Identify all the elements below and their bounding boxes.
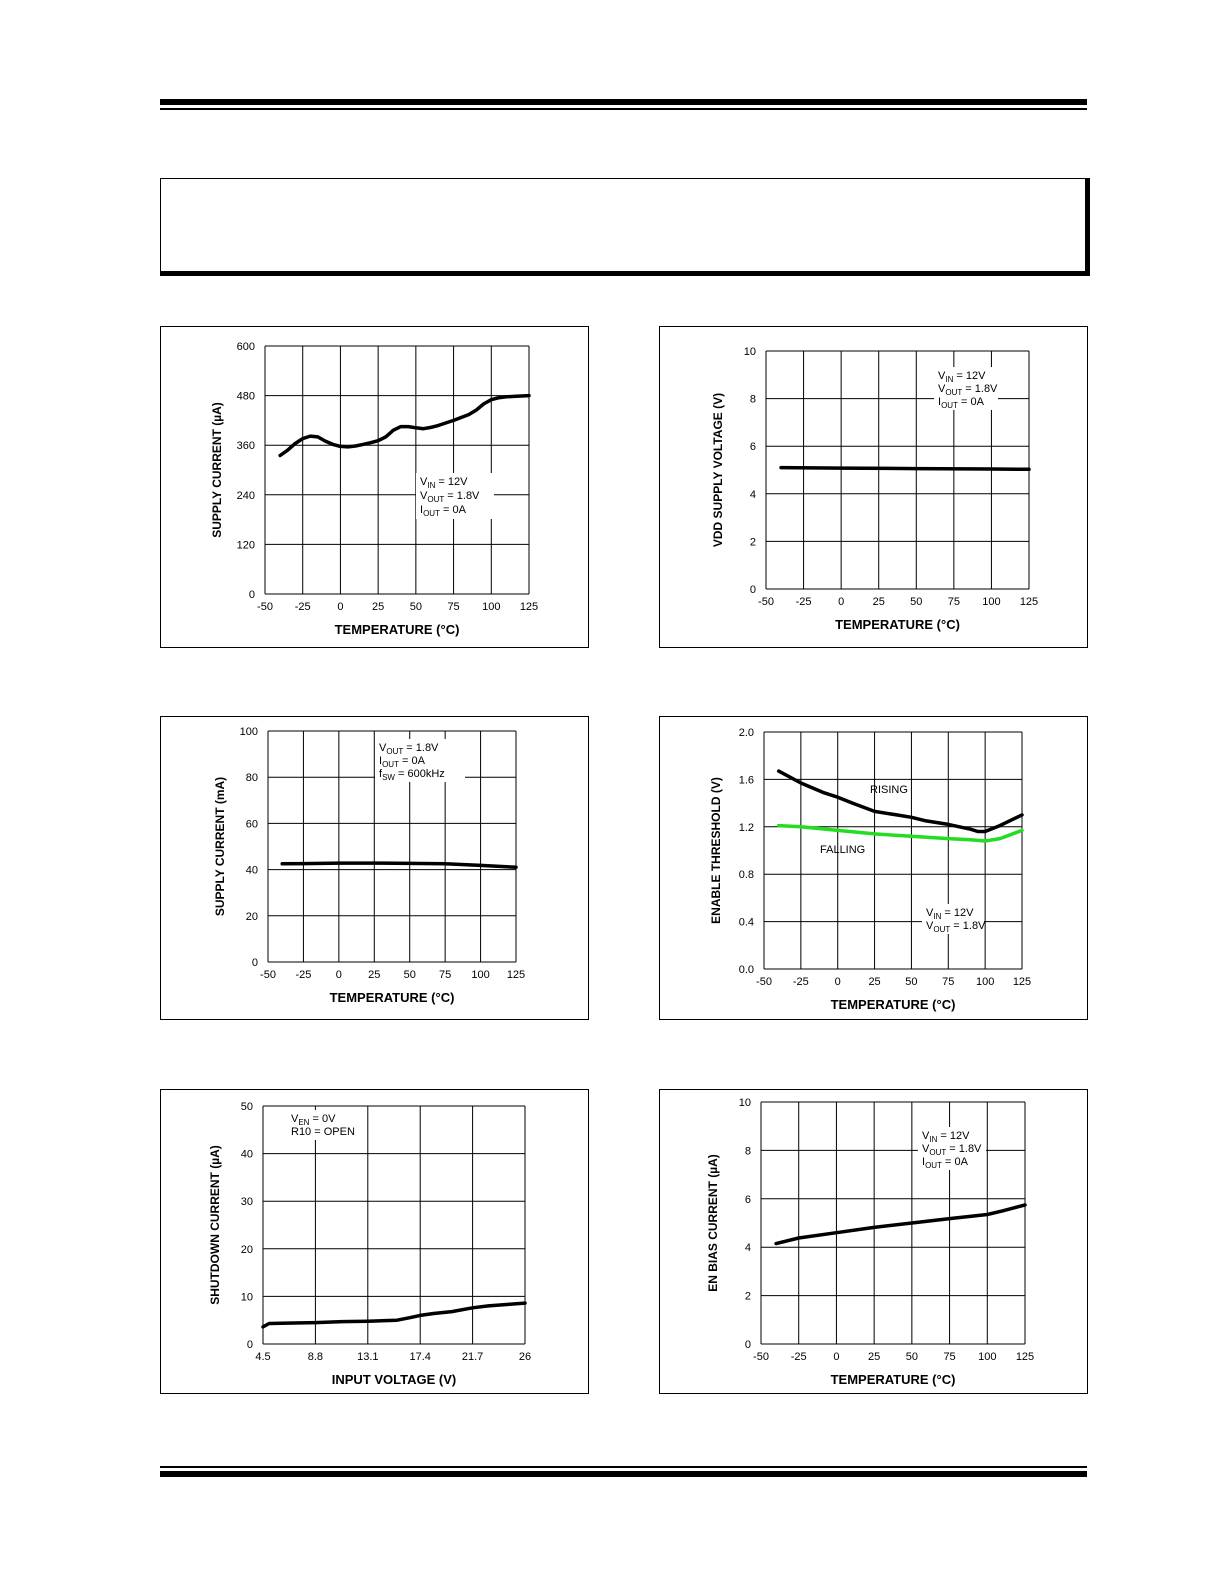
y-tick-label: 10 bbox=[240, 1291, 253, 1304]
y-tick-label: 0 bbox=[749, 584, 756, 596]
series-line bbox=[781, 468, 1029, 470]
y-axis-label: VDD SUPPLY VOLTAGE (V) bbox=[711, 392, 725, 548]
condition-annotation: $V_{IN} = 12V$ bbox=[926, 907, 974, 921]
x-tick-label: 75 bbox=[943, 1351, 956, 1363]
chart-panel-1 bbox=[160, 326, 589, 648]
x-tick-label: -50 bbox=[756, 976, 772, 988]
y-tick-label: 0.4 bbox=[738, 916, 754, 929]
x-tick-label: 50 bbox=[910, 596, 923, 608]
x-tick-label: 0 bbox=[337, 601, 344, 613]
chart-panel-4 bbox=[659, 716, 1088, 1020]
y-tick-label: 0.0 bbox=[738, 964, 754, 976]
x-tick-label: 100 bbox=[978, 1351, 997, 1363]
chart-panel-5 bbox=[160, 1089, 589, 1394]
condition-annotation: $I_{OUT} = 0A$ bbox=[922, 1156, 968, 1170]
x-tick-label: 125 bbox=[506, 969, 526, 981]
footer-rule-thick bbox=[160, 1471, 1087, 1477]
x-axis-label: INPUT VOLTAGE (V) bbox=[331, 1372, 457, 1387]
vdd-supply-voltage-chart bbox=[660, 327, 1087, 647]
y-tick-label: 0 bbox=[248, 589, 255, 601]
chart-panel-3 bbox=[160, 716, 589, 1020]
y-tick-label: 0 bbox=[246, 1339, 253, 1351]
x-tick-label: 100 bbox=[471, 969, 490, 981]
x-tick-label: 50 bbox=[409, 601, 422, 613]
x-tick-label: 75 bbox=[947, 596, 960, 608]
x-tick-label: -50 bbox=[257, 601, 273, 613]
x-tick-label: 25 bbox=[868, 976, 881, 988]
x-tick-label: 26 bbox=[518, 1351, 532, 1363]
x-tick-label: 25 bbox=[368, 969, 381, 981]
y-tick-label: 40 bbox=[245, 864, 258, 877]
y-axis-label: SUPPLY CURRENT (mA) bbox=[213, 776, 227, 917]
x-axis-label: TEMPERATURE (°C) bbox=[830, 997, 956, 1012]
y-tick-label: 20 bbox=[245, 910, 258, 923]
series-line bbox=[282, 863, 516, 867]
x-axis-label: TEMPERATURE (°C) bbox=[835, 617, 960, 632]
y-tick-label: 100 bbox=[239, 726, 258, 738]
y-tick-label: 480 bbox=[236, 390, 255, 403]
condition-annotation: $f_{SW} = 600kHz$ bbox=[379, 768, 445, 782]
x-axis-label: TEMPERATURE (°C) bbox=[329, 990, 455, 1005]
supply-current-ma-chart bbox=[161, 717, 588, 1019]
y-axis-label: SUPPLY CURRENT (µA) bbox=[210, 402, 224, 538]
series-label-falling: FALLING bbox=[820, 844, 866, 856]
x-tick-label: 125 bbox=[1012, 976, 1032, 988]
x-tick-label: -50 bbox=[260, 969, 276, 981]
y-tick-label: 2 bbox=[744, 1290, 751, 1303]
header-rule-thin bbox=[160, 108, 1087, 110]
y-tick-label: 4 bbox=[749, 488, 756, 501]
y-tick-label: 2 bbox=[749, 536, 756, 549]
x-tick-label: -50 bbox=[753, 1351, 769, 1363]
x-tick-label: 75 bbox=[942, 976, 955, 988]
y-tick-label: 40 bbox=[240, 1148, 253, 1161]
x-tick-label: 17.4 bbox=[409, 1351, 431, 1363]
header-rule-thick bbox=[160, 99, 1087, 105]
y-tick-label: 600 bbox=[236, 341, 255, 353]
x-tick-label: 50 bbox=[403, 969, 416, 981]
y-axis-label: ENABLE THRESHOLD (V) bbox=[709, 777, 723, 924]
y-tick-label: 0 bbox=[251, 957, 258, 969]
x-tick-label: -25 bbox=[294, 601, 311, 613]
enable-threshold-chart bbox=[660, 717, 1087, 1019]
y-tick-label: 20 bbox=[240, 1243, 253, 1256]
x-axis-label: TEMPERATURE (°C) bbox=[830, 1372, 956, 1387]
condition-annotation: $V_{EN} = 0V$ bbox=[291, 1113, 336, 1127]
x-tick-label: 50 bbox=[905, 976, 918, 988]
y-tick-label: 60 bbox=[245, 818, 258, 831]
y-tick-label: 6 bbox=[749, 441, 756, 454]
x-tick-label: 0 bbox=[838, 596, 845, 608]
condition-annotation: R10 = OPEN bbox=[291, 1126, 355, 1138]
y-tick-label: 120 bbox=[236, 539, 255, 552]
shutdown-current-chart bbox=[161, 1090, 588, 1393]
chart-panel-2 bbox=[659, 326, 1088, 648]
condition-annotation: $V_{IN} = 12V$ bbox=[420, 476, 468, 490]
y-tick-label: 360 bbox=[236, 440, 255, 453]
y-tick-label: 50 bbox=[240, 1101, 253, 1113]
x-tick-label: 50 bbox=[905, 1351, 918, 1363]
x-tick-label: 100 bbox=[975, 976, 995, 988]
condition-annotation: $V_{OUT} = 1.8V$ bbox=[922, 1143, 982, 1157]
x-tick-label: 13.1 bbox=[357, 1351, 379, 1363]
y-tick-label: 240 bbox=[236, 489, 255, 502]
condition-annotation: $V_{OUT} = 1.8V$ bbox=[379, 742, 439, 756]
x-tick-label: 125 bbox=[1015, 1351, 1035, 1363]
supply-current-ua-chart bbox=[161, 327, 588, 647]
condition-annotation: $I_{OUT} = 0A$ bbox=[420, 504, 466, 518]
x-tick-label: 125 bbox=[519, 601, 539, 613]
y-axis-label: EN BIAS CURRENT (µA) bbox=[706, 1154, 720, 1292]
condition-annotation: $V_{IN} = 12V$ bbox=[922, 1130, 970, 1144]
series-line bbox=[263, 1303, 525, 1327]
y-tick-label: 0.8 bbox=[738, 869, 754, 882]
section-header-box bbox=[160, 178, 1090, 276]
x-tick-label: 75 bbox=[447, 601, 460, 613]
x-tick-label: 0 bbox=[833, 1351, 840, 1363]
x-tick-label: 0 bbox=[335, 969, 342, 981]
y-tick-label: 30 bbox=[240, 1196, 253, 1209]
condition-annotation: $V_{OUT} = 1.8V$ bbox=[938, 383, 998, 397]
x-tick-label: 100 bbox=[982, 596, 1001, 608]
y-tick-label: 80 bbox=[245, 772, 258, 785]
x-tick-label: -25 bbox=[790, 1351, 807, 1363]
chart-panel-6 bbox=[659, 1089, 1088, 1394]
condition-annotation: $I_{OUT} = 0A$ bbox=[938, 396, 984, 410]
x-tick-label: -25 bbox=[792, 976, 809, 988]
y-tick-label: 4 bbox=[744, 1242, 751, 1255]
y-axis-label: SHUTDOWN CURRENT (µA) bbox=[208, 1145, 222, 1305]
condition-annotation: $V_{OUT} = 1.8V$ bbox=[420, 490, 480, 504]
x-tick-label: 21.7 bbox=[461, 1351, 484, 1363]
y-tick-label: 1.6 bbox=[738, 774, 754, 787]
x-tick-label: 8.8 bbox=[307, 1351, 324, 1363]
x-tick-label: -50 bbox=[758, 596, 774, 608]
y-tick-label: 10 bbox=[738, 1097, 751, 1109]
y-tick-label: 8 bbox=[749, 393, 756, 406]
x-tick-label: 25 bbox=[372, 601, 385, 613]
x-tick-label: 0 bbox=[834, 976, 841, 988]
x-tick-label: 25 bbox=[872, 596, 885, 608]
x-tick-label: -25 bbox=[795, 596, 812, 608]
x-tick-label: 75 bbox=[439, 969, 452, 981]
x-tick-label: 100 bbox=[482, 601, 501, 613]
y-tick-label: 10 bbox=[743, 346, 756, 358]
series-label-rising: RISING bbox=[870, 784, 908, 796]
y-tick-label: 2.0 bbox=[738, 727, 754, 739]
y-tick-label: 0 bbox=[744, 1339, 751, 1351]
condition-annotation: $V_{OUT} = 1.8V$ bbox=[926, 920, 986, 934]
x-tick-label: 4.5 bbox=[255, 1351, 271, 1363]
x-axis-label: TEMPERATURE (°C) bbox=[334, 622, 460, 637]
y-tick-label: 1.2 bbox=[738, 821, 754, 834]
x-tick-label: 125 bbox=[1019, 596, 1039, 608]
footer-rule-thin bbox=[160, 1466, 1087, 1468]
condition-annotation: $I_{OUT} = 0A$ bbox=[379, 755, 425, 769]
en-bias-current-chart bbox=[660, 1090, 1087, 1393]
condition-annotation: $V_{IN} = 12V$ bbox=[938, 370, 986, 384]
x-tick-label: -25 bbox=[295, 969, 312, 981]
y-tick-label: 8 bbox=[744, 1145, 751, 1158]
y-tick-label: 6 bbox=[744, 1193, 751, 1206]
x-tick-label: 25 bbox=[868, 1351, 881, 1363]
